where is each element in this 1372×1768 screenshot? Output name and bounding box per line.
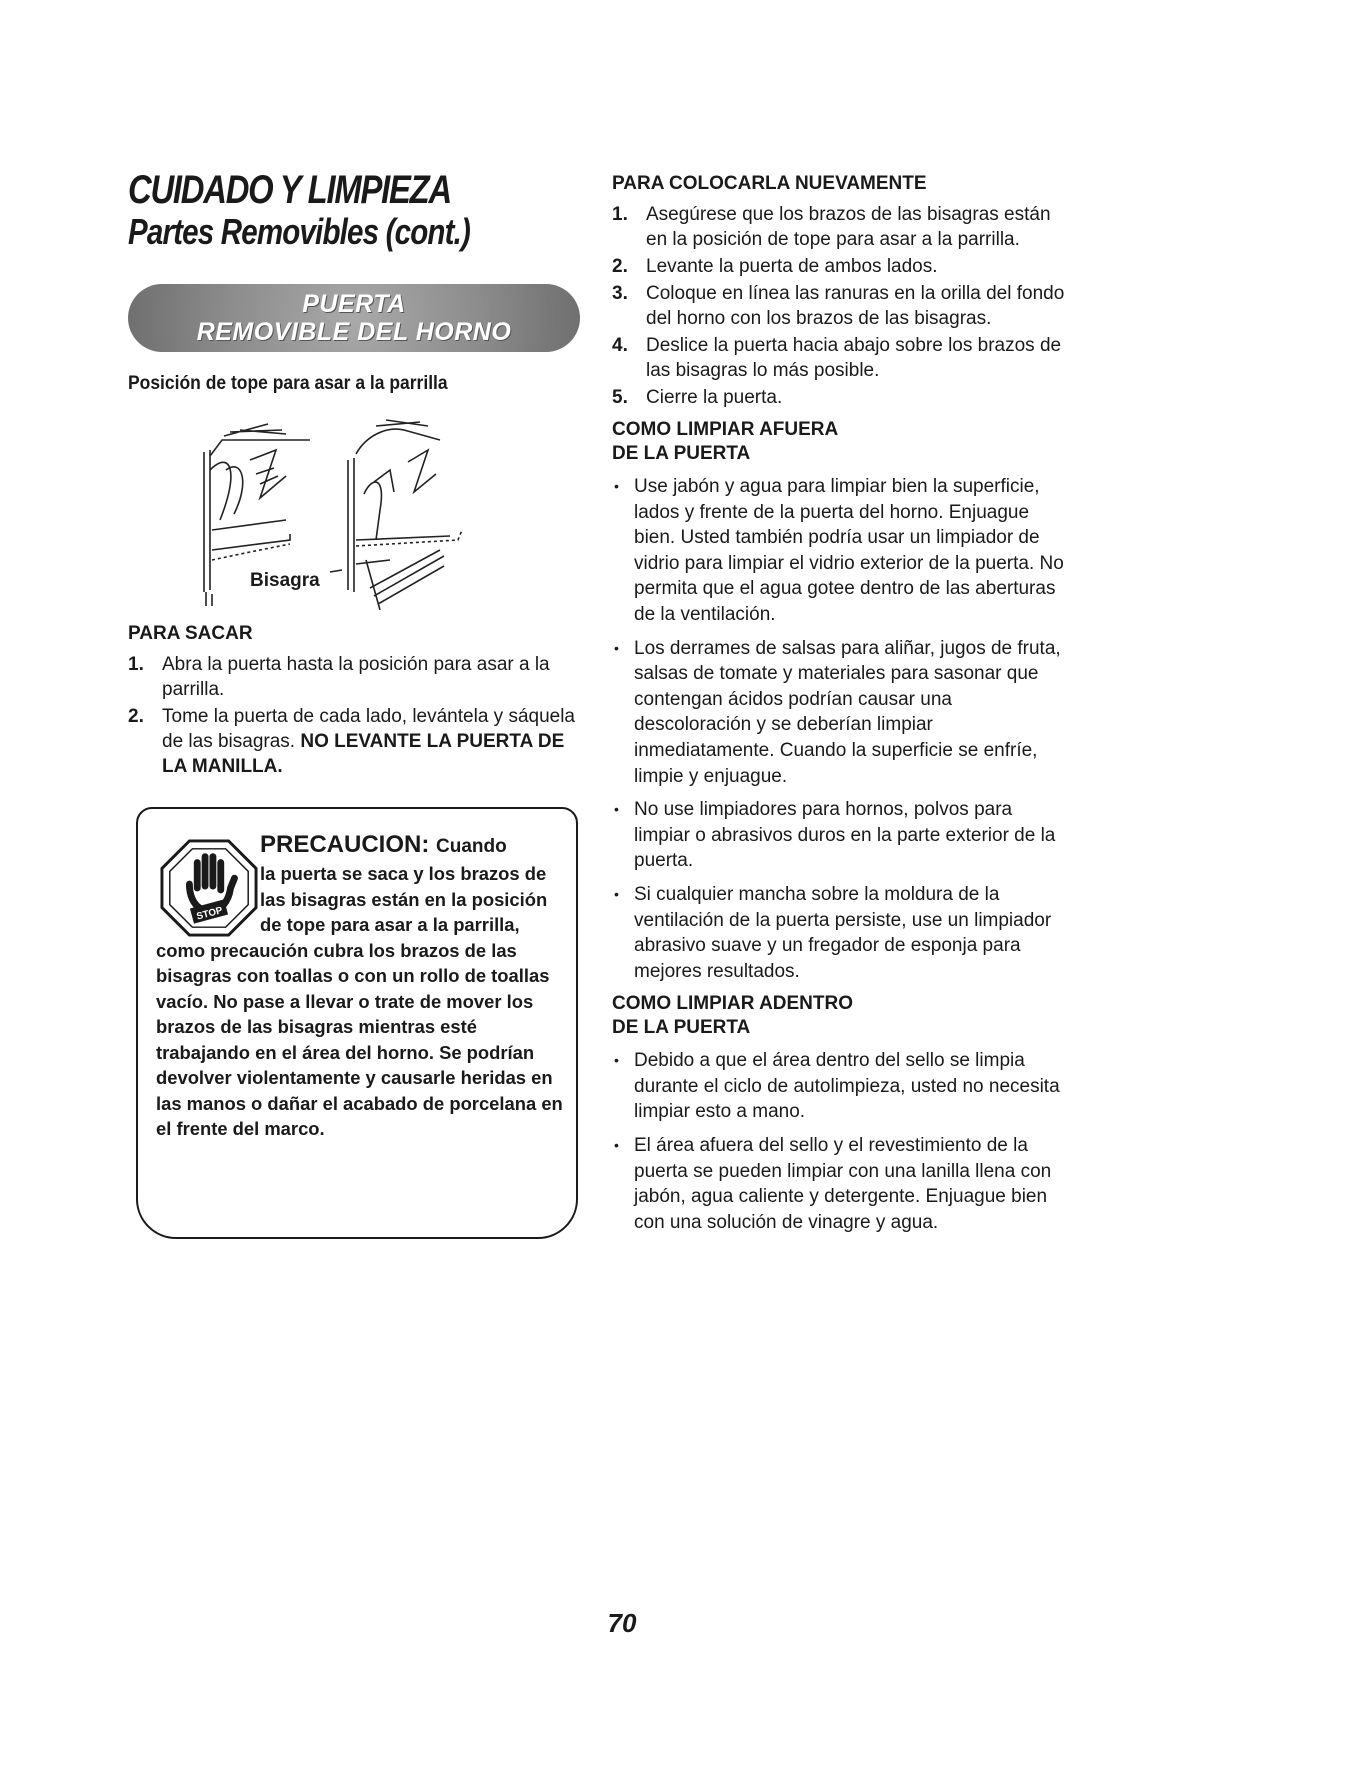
list-item xyxy=(612,281,1072,331)
list-item: • Use jabón y agua para limpiar bien la superficie, lados y frente de la puerta del horno. Enjuague bien. Usted también podría usar un limpiador de vidrio para limpiar el vidrio exterior de la puerta. No permita que el agua gotee dentro de las aberturas de la ventilación. xyxy=(612,474,1072,628)
step-text: Cierre la puerta. xyxy=(646,387,783,408)
left-column xyxy=(128,168,588,1239)
step-text: Deslice la puerta hacia abajo sobre los brazos de las bisagras lo más posible. xyxy=(646,335,1062,381)
precaution-heading xyxy=(260,831,507,861)
step-number: 1. xyxy=(128,654,144,675)
limpiar-afuera-bullets xyxy=(612,474,1072,984)
right-column xyxy=(612,172,1072,1243)
section-banner xyxy=(128,284,580,352)
banner-line-2: REMOVIBLE DEL HORNO xyxy=(196,318,512,346)
page-subtitle: Partes Removibles (cont.) xyxy=(128,211,471,252)
hinge-label: Bisagra xyxy=(250,570,320,591)
list-item: • No use limpiadores para hornos, polvos para limpiar o abrasivos duros en la parte exterior de la puerta. xyxy=(612,797,1072,874)
list-item: • Si cualquier mancha sobre la moldura de la ventilación de la puerta persiste, use un limpiador abrasivo suave y un fregador de esponja para mejores resultados. xyxy=(612,882,1072,984)
para-colocarla-steps xyxy=(612,202,1072,410)
step-number: 3. xyxy=(612,283,628,304)
precaution-label: PRECAUCION: xyxy=(260,831,430,858)
list-item xyxy=(612,202,1072,252)
limpiar-adentro-heading-line-2: DE LA PUERTA xyxy=(612,1017,751,1039)
list-item: • El área afuera del sello y el revestimiento de la puerta se pueden limpiar con una lanilla llena con jabón, agua caliente y detergente. Enjuague bien con una solución de vinagre y agua. xyxy=(612,1133,1072,1235)
step-number: 4. xyxy=(612,335,628,356)
step-number: 2. xyxy=(128,706,144,727)
list-item xyxy=(612,333,1072,383)
precaution-indented-text: la puerta se saca y los brazos de las bisagras están en la posición de tope para asar a la parrilla, xyxy=(260,863,548,935)
step-warning-text: NO LEVANTE LA PUERTA DE LA MANILLA. xyxy=(162,731,565,777)
step-text: Asegúrese que los brazos de las bisagras están en la posición de tope para asar a la parrilla. xyxy=(646,204,1051,250)
para-sacar-heading: PARA SACAR xyxy=(128,623,253,644)
limpiar-adentro-heading xyxy=(612,992,1072,1040)
limpiar-adentro-heading-line-1: COMO LIMPIAR ADENTRO xyxy=(612,993,854,1015)
banner-line-1: PUERTA xyxy=(302,290,406,318)
limpiar-adentro-bullets xyxy=(612,1048,1072,1235)
list-item: • Debido a que el área dentro del sello se limpia durante el ciclo de autolimpieza, usted no necesita limpiar esto a mano. xyxy=(612,1048,1072,1125)
list-item xyxy=(128,704,588,779)
precaution-body-text: como precaución cubra los brazos de las bisagras con toallas o con un rollo de toallas vacío. No pase a llevar o trate de mover los brazos de las bisagras mientras esté trabajando en el área del horno. Se podrían devolver violentamente y causarle heridas en las manos o dañar el acabado de porcelana en el frente del marco. xyxy=(156,939,563,1139)
limpiar-afuera-heading-line-2: DE LA PUERTA xyxy=(612,443,751,464)
svg-text:STOP: STOP xyxy=(195,905,224,923)
limpiar-afuera-heading xyxy=(612,418,1072,466)
page-number: 70 xyxy=(607,1608,637,1638)
precaution-heading-suffix: Cuando xyxy=(436,836,507,857)
page-title: CUIDADO Y LIMPIEZA xyxy=(128,168,451,212)
list-item: • Los derrames de salsas para aliñar, jugos de fruta, salsas de tomate y materiales para sasonar que contengan ácidos podrían causar una descoloración y se deberían limpiar inmediatamente. Cuando la superficie se enfríe, limpie y enjuague. xyxy=(612,636,1072,790)
step-number: 5. xyxy=(612,387,628,408)
step-text: Abra la puerta hasta la posición para asar a la parrilla. xyxy=(162,654,550,700)
hinge-illustration xyxy=(190,410,610,610)
para-sacar-steps xyxy=(128,652,588,779)
limpiar-afuera-heading-line-1: COMO LIMPIAR AFUERA xyxy=(612,419,839,440)
step-number: 2. xyxy=(612,256,628,277)
step-text: Tome la puerta de cada lado, levántela y sáquela de las bisagras. xyxy=(162,706,575,752)
precaution-box xyxy=(136,807,578,1239)
step-text: Levante la puerta de ambos lados. xyxy=(646,256,938,277)
para-colocarla-heading: PARA COLOCARLA NUEVAMENTE xyxy=(612,173,927,194)
list-item xyxy=(612,385,1072,410)
figure-caption: Posición de tope para asar a la parrilla xyxy=(128,373,448,394)
step-number: 1. xyxy=(612,204,628,225)
step-text: Coloque en línea las ranuras en la orilla del fondo del horno con los brazos de las bisagras. xyxy=(646,283,1065,329)
list-item xyxy=(612,254,1072,279)
precaution-text xyxy=(156,861,570,1142)
list-item xyxy=(128,652,588,702)
